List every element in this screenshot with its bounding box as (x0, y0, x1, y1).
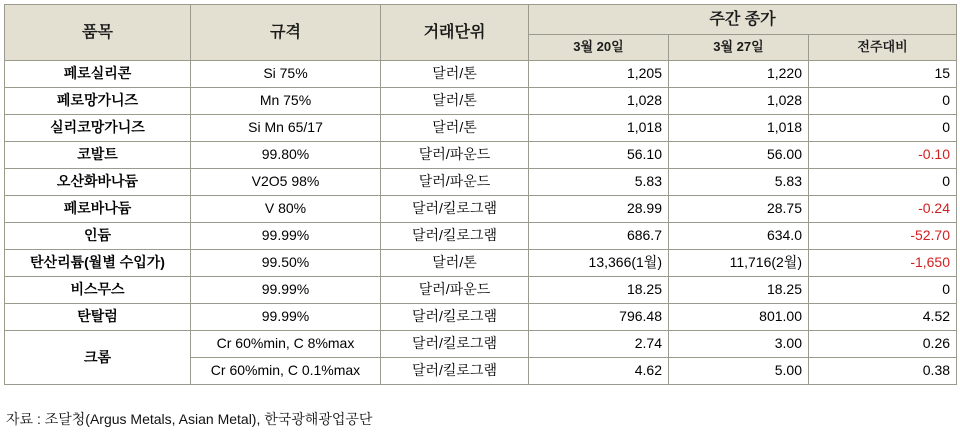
cell-price-diff: -0.10 (809, 142, 957, 169)
cell-spec: 99.99% (191, 304, 381, 331)
cell-price-diff: -52.70 (809, 223, 957, 250)
cell-price-date-2: 3.00 (669, 331, 809, 358)
cell-price-date-1: 13,366(1월) (529, 250, 669, 277)
cell-price-date-1: 1,205 (529, 61, 669, 88)
mineral-price-table (4, 4, 957, 385)
table-row (5, 115, 957, 142)
cell-spec: 99.50% (191, 250, 381, 277)
cell-item: 크롬 (5, 331, 191, 385)
cell-spec: Si Mn 65/17 (191, 115, 381, 142)
cell-item: 페로실리콘 (5, 61, 191, 88)
cell-item: 비스무스 (5, 277, 191, 304)
cell-spec: 99.80% (191, 142, 381, 169)
cell-price-date-1: 18.25 (529, 277, 669, 304)
cell-spec: Mn 75% (191, 88, 381, 115)
cell-unit: 달러/킬로그램 (381, 358, 529, 385)
cell-price-date-2: 801.00 (669, 304, 809, 331)
table-row (5, 88, 957, 115)
header-date-1: 3월 20일 (529, 35, 669, 61)
cell-price-date-1: 2.74 (529, 331, 669, 358)
cell-spec: V 80% (191, 196, 381, 223)
cell-item: 오산화바나듐 (5, 169, 191, 196)
table-row (5, 250, 957, 277)
cell-price-date-2: 5.83 (669, 169, 809, 196)
cell-unit: 달러/톤 (381, 250, 529, 277)
cell-item: 코발트 (5, 142, 191, 169)
cell-price-date-2: 5.00 (669, 358, 809, 385)
cell-unit: 달러/파운드 (381, 142, 529, 169)
cell-price-date-1: 28.99 (529, 196, 669, 223)
cell-spec: V2O5 98% (191, 169, 381, 196)
header-date-2: 3월 27일 (669, 35, 809, 61)
cell-price-date-1: 56.10 (529, 142, 669, 169)
cell-price-diff: 0.26 (809, 331, 957, 358)
cell-price-date-2: 1,220 (669, 61, 809, 88)
cell-unit: 달러/톤 (381, 88, 529, 115)
cell-unit: 달러/톤 (381, 61, 529, 88)
cell-spec: Cr 60%min, C 0.1%max (191, 358, 381, 385)
cell-item: 인듐 (5, 223, 191, 250)
cell-price-diff: 0 (809, 115, 957, 142)
cell-unit: 달러/파운드 (381, 169, 529, 196)
cell-spec: 99.99% (191, 277, 381, 304)
cell-spec: Si 75% (191, 61, 381, 88)
header-diff: 전주대비 (809, 35, 957, 61)
cell-item: 탄산리튬(월별 수입가) (5, 250, 191, 277)
cell-unit: 달러/파운드 (381, 277, 529, 304)
cell-price-date-1: 1,018 (529, 115, 669, 142)
table-body (5, 61, 957, 385)
cell-item: 페로망가니즈 (5, 88, 191, 115)
cell-price-date-2: 1,018 (669, 115, 809, 142)
cell-item: 페로바나듐 (5, 196, 191, 223)
table-row (5, 142, 957, 169)
cell-price-diff: -1,650 (809, 250, 957, 277)
cell-price-date-2: 11,716(2월) (669, 250, 809, 277)
table-head (5, 5, 957, 61)
table-row (5, 61, 957, 88)
cell-price-date-2: 28.75 (669, 196, 809, 223)
cell-price-date-2: 634.0 (669, 223, 809, 250)
header-unit: 거래단위 (381, 5, 529, 61)
cell-item: 탄탈럼 (5, 304, 191, 331)
cell-unit: 달러/킬로그램 (381, 223, 529, 250)
cell-price-date-1: 4.62 (529, 358, 669, 385)
cell-price-diff: 15 (809, 61, 957, 88)
header-spec: 규격 (191, 5, 381, 61)
header-item: 품목 (5, 5, 191, 61)
cell-spec: 99.99% (191, 223, 381, 250)
table-row (5, 331, 957, 358)
table-row (5, 277, 957, 304)
table-row (5, 196, 957, 223)
source-note: 자료 : 조달청(Argus Metals, Asian Metal), 한국광해광업공단 (6, 411, 373, 427)
table-row (5, 223, 957, 250)
cell-price-diff: 4.52 (809, 304, 957, 331)
cell-price-date-1: 1,028 (529, 88, 669, 115)
cell-price-diff: 0 (809, 88, 957, 115)
header-weekly-close: 주간 종가 (529, 5, 957, 35)
cell-price-date-1: 5.83 (529, 169, 669, 196)
header-row-top (5, 5, 957, 35)
cell-unit: 달러/킬로그램 (381, 196, 529, 223)
cell-price-date-2: 18.25 (669, 277, 809, 304)
cell-price-date-1: 796.48 (529, 304, 669, 331)
cell-price-date-1: 686.7 (529, 223, 669, 250)
cell-unit: 달러/킬로그램 (381, 304, 529, 331)
table-row (5, 169, 957, 196)
cell-price-diff: 0 (809, 169, 957, 196)
cell-price-date-2: 1,028 (669, 88, 809, 115)
cell-unit: 달러/톤 (381, 115, 529, 142)
cell-price-diff: -0.24 (809, 196, 957, 223)
cell-spec: Cr 60%min, C 8%max (191, 331, 381, 358)
table-row (5, 304, 957, 331)
cell-price-date-2: 56.00 (669, 142, 809, 169)
cell-item: 실리코망가니즈 (5, 115, 191, 142)
cell-price-diff: 0.38 (809, 358, 957, 385)
table-container (0, 4, 960, 435)
cell-unit: 달러/킬로그램 (381, 331, 529, 358)
cell-price-diff: 0 (809, 277, 957, 304)
